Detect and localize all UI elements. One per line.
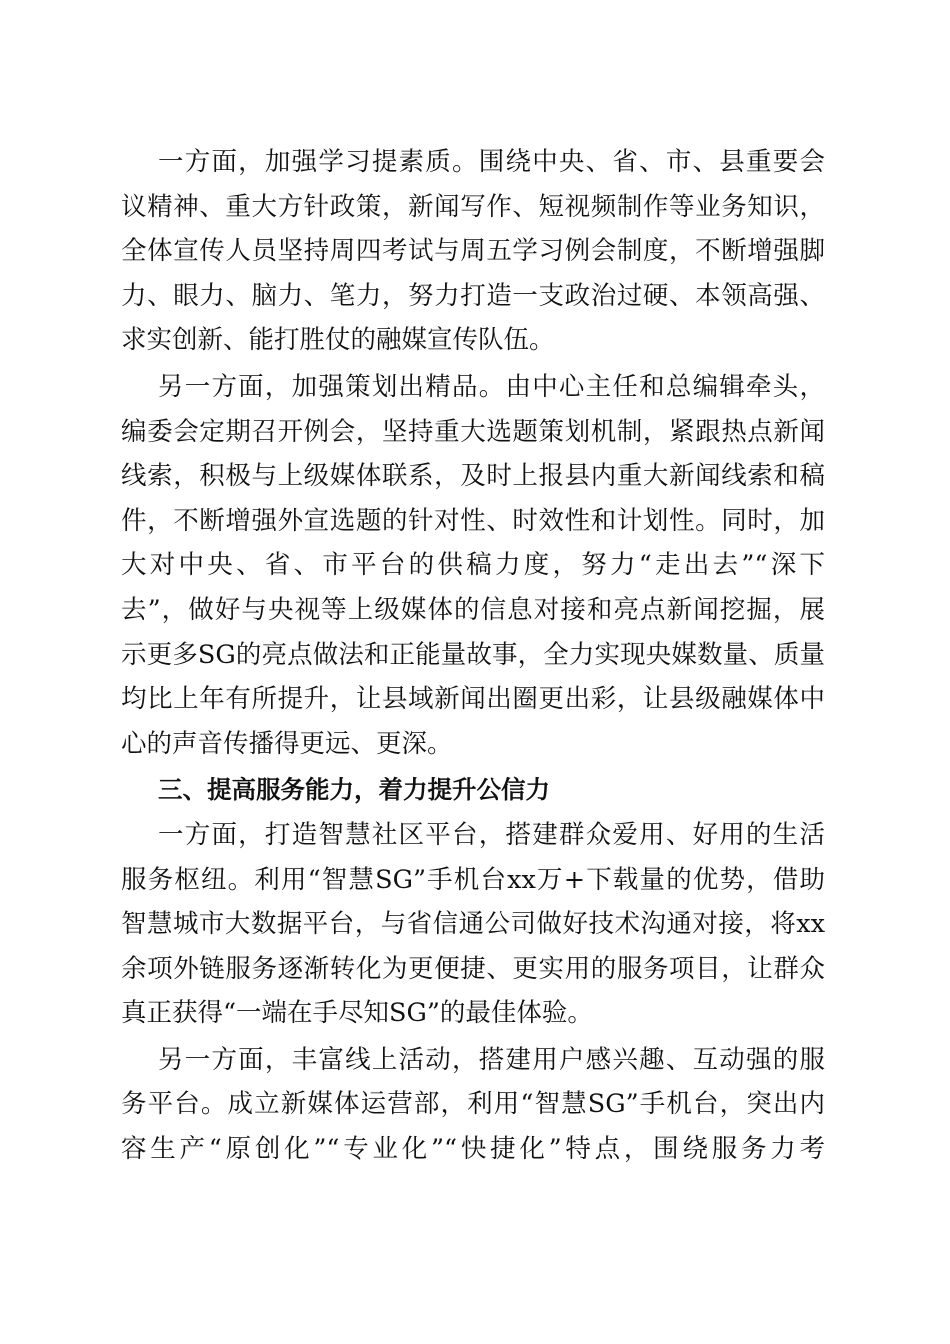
text-line: 去”，做好与央视等上级媒体的信息对接和亮点新闻挖掘，展 [121,594,825,625]
text-line: 大对中央、省、市平台的供稿力度，努力“走出去”“深下 [121,550,825,581]
text-line: 服务枢纽。利用“智慧SG”手机台xx万+下载量的优势，借助 [121,864,825,895]
text-line: 容生产“原创化”“专业化”“快捷化”特点，围绕服务力考 [121,1134,825,1165]
paragraph-smart-community [121,813,825,1036]
text-line: 力、眼力、脑力、笔力，努力打造一支政治过硬、本领高强、 [121,280,825,311]
text-line: 一方面，打造智慧社区平台，搭建群众爱用、好用的生活 [158,819,825,850]
text-line: 真正获得“一端在手尽知SG”的最佳体验。 [121,998,593,1029]
paragraph-study [121,140,825,363]
paragraph-online-activities [121,1038,825,1172]
text-line: 全体宣传人员坚持周四考试与周五学习例会制度，不断增强脚 [121,236,825,267]
document-page [121,140,825,1174]
section-heading: 三、提高服务能力，着力提升公信力 [158,775,550,805]
text-line: 一方面，加强学习提素质。围绕中央、省、市、县重要会 [158,147,825,177]
text-line: 余项外链服务逐渐转化为更便捷、更实用的服务项目，让群众 [121,953,825,984]
text-line: 件，不断增强外宣选题的针对性、时效性和计划性。同时，加 [121,505,825,536]
text-line: 务平台。成立新媒体运营部，利用“智慧SG”手机台，突出内 [121,1089,825,1120]
text-line: 智慧城市大数据平台，与省信通公司做好技术沟通对接，将xx [121,909,825,940]
text-line: 编委会定期召开例会，坚持重大选题策划机制，紧跟热点新闻 [121,416,825,447]
text-line: 议精神、重大方针政策，新闻写作、短视频制作等业务知识， [121,191,825,222]
paragraph-planning [121,365,825,766]
text-line: 另一方面，加强策划出精品。由中心主任和总编辑牵头， [158,371,825,402]
text-line: 另一方面，丰富线上活动，搭建用户感兴趣、互动强的服 [158,1044,825,1075]
text-line: 线索，积极与上级媒体联系，及时上报县内重大新闻线索和稿 [121,461,825,492]
text-line: 均比上年有所提升，让县域新闻出圈更出彩，让县级融媒体中 [121,684,825,715]
text-line: 心的声音传播得更远、更深。 [121,728,453,759]
text-line: 求实创新、能打胜仗的融媒宣传队伍。 [121,325,555,356]
text-line: 示更多SG的亮点做法和正能量故事，全力实现央媒数量、质量 [121,639,825,670]
